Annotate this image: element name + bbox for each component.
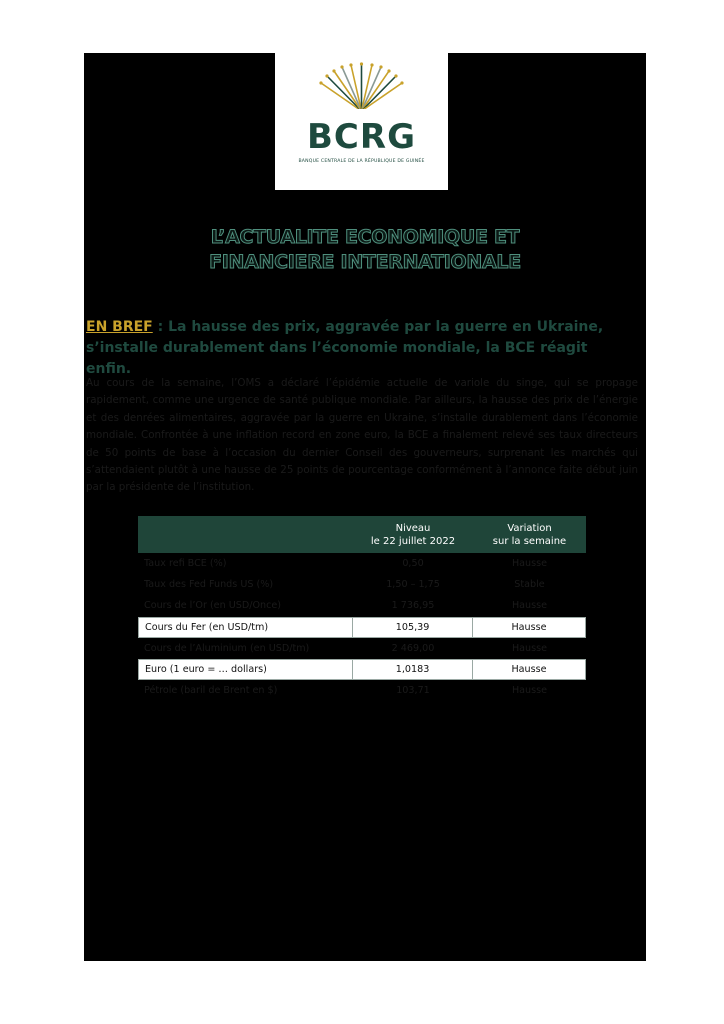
row-level: 103,71 <box>396 685 430 697</box>
bref-label: EN BREF <box>86 319 153 335</box>
row-variation: Hausse <box>511 642 548 654</box>
header-variation-line1: Variation <box>507 522 552 534</box>
row-label: Cours de l’Aluminium (en USD/tm) <box>144 642 310 654</box>
title-line-1: L’ACTUALITE ECONOMIQUE ET <box>210 226 520 248</box>
row-variation: Hausse <box>511 558 548 570</box>
header-level-line2: le 22 juillet 2022 <box>370 535 456 547</box>
header-level-line1: Niveau <box>395 522 431 534</box>
row-variation: Hausse <box>472 659 586 680</box>
bcrg-logo <box>275 53 448 190</box>
table-row <box>138 553 586 574</box>
logo-wordmark: BCRG <box>307 117 416 157</box>
table-row-highlighted <box>138 659 586 680</box>
row-label: Cours de l’Or (en USD/Once) <box>144 600 282 612</box>
page-title <box>84 225 646 275</box>
row-variation: Hausse <box>511 600 548 612</box>
document-page <box>84 53 646 961</box>
row-label: Cours du Fer (en USD/tm) <box>138 617 352 638</box>
row-level: 0,50 <box>402 558 424 570</box>
logo-subtitle: BANQUE CENTRALE DE LA RÉPUBLIQUE DE GUINÉE <box>298 159 425 164</box>
body-paragraph: Au cours de la semaine, l’OMS a déclaré l’épidémie actuelle de variole du singe, qui se propage rapidement, comme une urgence de santé publique mondiale. Par ailleurs, la hausse des prix de l’énergie et des denrées alimentaires, aggravée par la guerre en Ukraine, s’installe durablement dans l’économie mondiale. Confrontée à une inflation record en zone euro, la BCE a finalement relevé ses taux directeurs de 50 points de base à l’occasion du dernier Conseil des gouverneurs, surprenant les marchés qui s’attendaient plutôt à une hausse de 25 points de pourcentage conformément à l’annonce faite début juin par la présidente de l’institution. <box>86 377 638 494</box>
row-level: 1 736,95 <box>391 600 435 612</box>
table-row <box>138 680 586 701</box>
header-variation-line2: sur la semaine <box>492 535 567 547</box>
summary-heading <box>86 317 626 380</box>
table-row <box>138 638 586 659</box>
row-level: 1,50 – 1,75 <box>386 579 440 591</box>
market-table <box>138 516 586 701</box>
row-label: Taux des Fed Funds US (%) <box>144 579 274 591</box>
title-line-2: FINANCIERE INTERNATIONALE <box>209 251 521 273</box>
table-row <box>138 595 586 616</box>
bref-text: : La hausse des prix, aggravée par la guerre en Ukraine, s’installe durablement dans l’économie mondiale, la BCE réagit enfin. <box>86 319 604 377</box>
row-label: Pétrole (baril de Brent en $) <box>144 685 278 697</box>
header-variation-col <box>473 516 586 553</box>
row-level: 1,0183 <box>352 659 472 680</box>
sunburst-emblem-icon <box>275 53 448 117</box>
row-level: 105,39 <box>352 617 472 638</box>
header-label-col <box>138 516 353 553</box>
row-label: Euro (1 euro = … dollars) <box>138 659 352 680</box>
table-row <box>138 574 586 595</box>
table-header <box>138 516 586 553</box>
row-label: Taux refi BCE (%) <box>144 558 227 570</box>
row-variation: Hausse <box>472 617 586 638</box>
row-level: 2 469,00 <box>391 642 435 654</box>
row-variation: Stable <box>514 579 545 591</box>
row-variation: Hausse <box>511 685 548 697</box>
header-level-col <box>353 516 473 553</box>
table-row-highlighted <box>138 617 586 638</box>
